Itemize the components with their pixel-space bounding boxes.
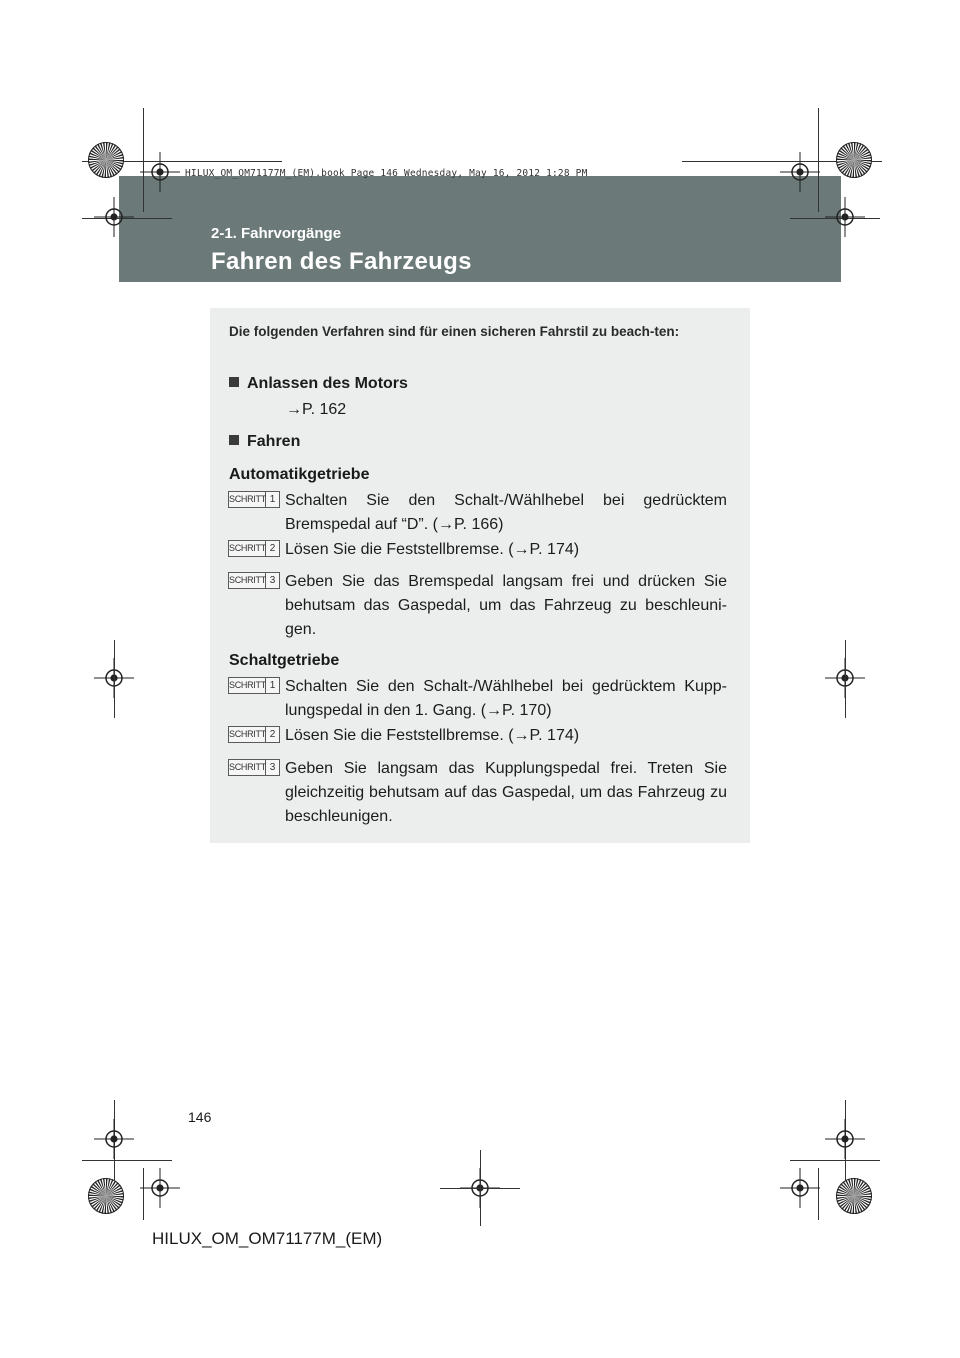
- registration-target-icon: [94, 197, 134, 237]
- step-text: Schalten Sie den Schalt-/Wählhebel bei gedrücktem Bremspedal auf “D”. (→P. 166): [285, 492, 727, 533]
- square-bullet-icon: [229, 377, 239, 387]
- registration-target-icon: [780, 152, 820, 192]
- step-badge-label: SCHRITT: [229, 760, 266, 775]
- step-badge: [228, 677, 280, 694]
- reference-link[interactable]: →P. 162: [286, 401, 347, 418]
- crop-line: [82, 1160, 172, 1161]
- heading-text: Fahren: [247, 433, 301, 450]
- subheading-automatik: Automatikgetriebe: [229, 466, 370, 483]
- registration-target-icon: [825, 197, 865, 237]
- step-text: Schalten Sie den Schalt-/Wählhebel bei gedrücktem Kupp-lungspedal in den 1. Gang. (→P. 170): [285, 678, 727, 719]
- step-badge-label: SCHRITT: [229, 678, 266, 693]
- registration-target-icon: [140, 152, 180, 192]
- section-label: 2-1. Fahrvorgänge: [211, 225, 342, 242]
- square-bullet-icon: [229, 435, 239, 445]
- registration-starburst-icon: [836, 1178, 872, 1214]
- registration-starburst-icon: [88, 142, 124, 178]
- step-text: Geben Sie langsam das Kupplungspedal frei. Treten Sie gleichzeitig behutsam auf das Gaspedal, um das Fahrzeug zu beschleunigen.: [285, 760, 727, 825]
- crop-line: [480, 1150, 481, 1226]
- step-badge-number: 3: [269, 762, 276, 773]
- step-badge: [228, 572, 280, 589]
- crop-line: [790, 1160, 880, 1161]
- step-badge-number: 1: [269, 494, 276, 505]
- registration-target-icon: [94, 1119, 134, 1159]
- document-id: HILUX_OM_OM71177M_(EM): [152, 1229, 383, 1248]
- registration-target-icon: [140, 1168, 180, 1208]
- crop-line: [845, 640, 846, 718]
- page-title: Fahren des Fahrzeugs: [211, 248, 472, 275]
- file-stamp: HILUX_OM_OM71177M_(EM).book Page 146 Wednesday, May 16, 2012 1:28 PM: [185, 168, 588, 179]
- page-number: 146: [188, 1109, 212, 1125]
- intro-text: Die folgenden Verfahren sind für einen sicheren Fahrstil zu beach-ten:: [229, 324, 680, 339]
- registration-starburst-icon: [836, 142, 872, 178]
- step-badge-label: SCHRITT: [229, 492, 266, 507]
- heading-text: Anlassen des Motors: [247, 375, 408, 392]
- heading-anlassen: [229, 375, 408, 393]
- registration-target-icon: [780, 1168, 820, 1208]
- registration-starburst-icon: [88, 1178, 124, 1214]
- subheading-schaltgetriebe: Schaltgetriebe: [229, 652, 340, 669]
- step-badge-label: SCHRITT: [229, 573, 266, 588]
- step-badge-number: 2: [269, 729, 276, 740]
- step-badge-number: 1: [269, 680, 276, 691]
- step-badge-label: SCHRITT: [229, 541, 266, 556]
- step-badge: [228, 491, 280, 508]
- step-badge: [228, 759, 280, 776]
- step-badge-number: 3: [269, 575, 276, 586]
- heading-fahren: [229, 433, 300, 451]
- step-text: Lösen Sie die Feststellbremse. (→P. 174): [285, 541, 580, 558]
- step-text: Lösen Sie die Feststellbremse. (→P. 174): [285, 727, 580, 744]
- registration-target-icon: [825, 1119, 865, 1159]
- crop-line: [114, 640, 115, 718]
- step-badge-number: 2: [269, 543, 276, 554]
- step-badge-label: SCHRITT: [229, 727, 266, 742]
- step-badge: [228, 540, 280, 557]
- step-text: Geben Sie das Bremspedal langsam frei und drücken Sie behutsam das Gaspedal, um das Fahrzeug zu beschleuni-gen.: [285, 573, 727, 638]
- step-badge: [228, 726, 280, 743]
